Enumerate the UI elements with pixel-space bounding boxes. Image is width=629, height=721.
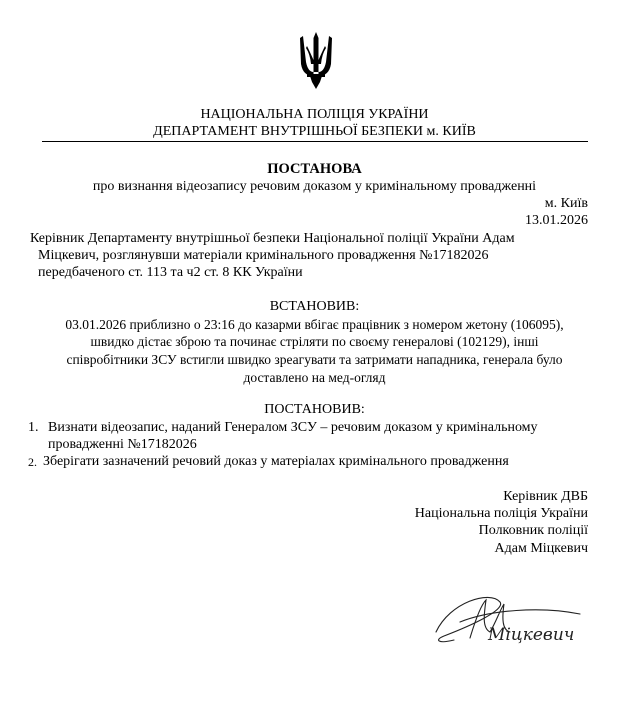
intro-line-2: Міцкевич, розглянувши матеріали кримінального провадження №17182026 bbox=[38, 248, 489, 263]
svg-text:Міцкевич: Міцкевич bbox=[488, 625, 575, 645]
handwritten-signature bbox=[430, 592, 590, 648]
document-date: 13.01.2026 bbox=[525, 213, 588, 228]
signer-rank: Полковник поліції bbox=[478, 523, 588, 538]
org-name-line2: ДЕПАРТАМЕНТ ВНУТРІШНЬОЇ БЕЗПЕКИ м. КИЇВ bbox=[153, 124, 476, 139]
tryzub-emblem-icon bbox=[298, 32, 334, 90]
resolved-item-line-2: провадженні №17182026 bbox=[48, 437, 197, 452]
established-line-3: співробітники ЗСУ встигли швидко зреагувати та затримати нападника, генерала було bbox=[66, 352, 563, 367]
signer-name: Адам Міцкевич bbox=[494, 541, 588, 556]
established-line-4: доставлено на мед-огляд bbox=[243, 370, 386, 385]
established-heading: ВСТАНОВИВ: bbox=[269, 299, 360, 314]
intro-line-3: передбаченого ст. 113 та ч2 ст. 8 КК України bbox=[38, 265, 303, 280]
resolved-item-line-1: Зберігати зазначений речовий доказ у матеріалах кримінального провадження bbox=[43, 454, 509, 469]
document-title: ПОСТАНОВА bbox=[267, 161, 362, 177]
established-line-1: 03.01.2026 приблизно о 23:16 до казарми вбігає працівник з номером жетону (106095), bbox=[65, 317, 564, 332]
header-divider bbox=[42, 141, 588, 142]
org-name-line1: НАЦІОНАЛЬНА ПОЛІЦІЯ УКРАЇНИ bbox=[200, 107, 429, 122]
resolved-heading: ПОСТАНОВИВ: bbox=[264, 402, 365, 417]
signer-organization: Національна поліція України bbox=[414, 506, 588, 521]
document-subtitle: про визнання відеозапису речовим доказом у кримінальному провадженні bbox=[92, 179, 537, 194]
resolved-item-number: 2. bbox=[28, 455, 37, 469]
established-line-2: швидко дістає зброю та починає стріляти по своєму генералові (102129), інші bbox=[90, 334, 539, 349]
intro-line-1: Керівник Департаменту внутрішньої безпеки Національної поліції України Адам bbox=[30, 231, 515, 246]
city-label: м. Київ bbox=[544, 196, 588, 211]
resolved-item-number: 1. bbox=[28, 420, 39, 435]
signer-position: Керівник ДВБ bbox=[503, 489, 588, 504]
resolved-item-line-1: Визнати відеозапис, наданий Генералом ЗСУ – речовим доказом у кримінальному bbox=[48, 420, 538, 435]
